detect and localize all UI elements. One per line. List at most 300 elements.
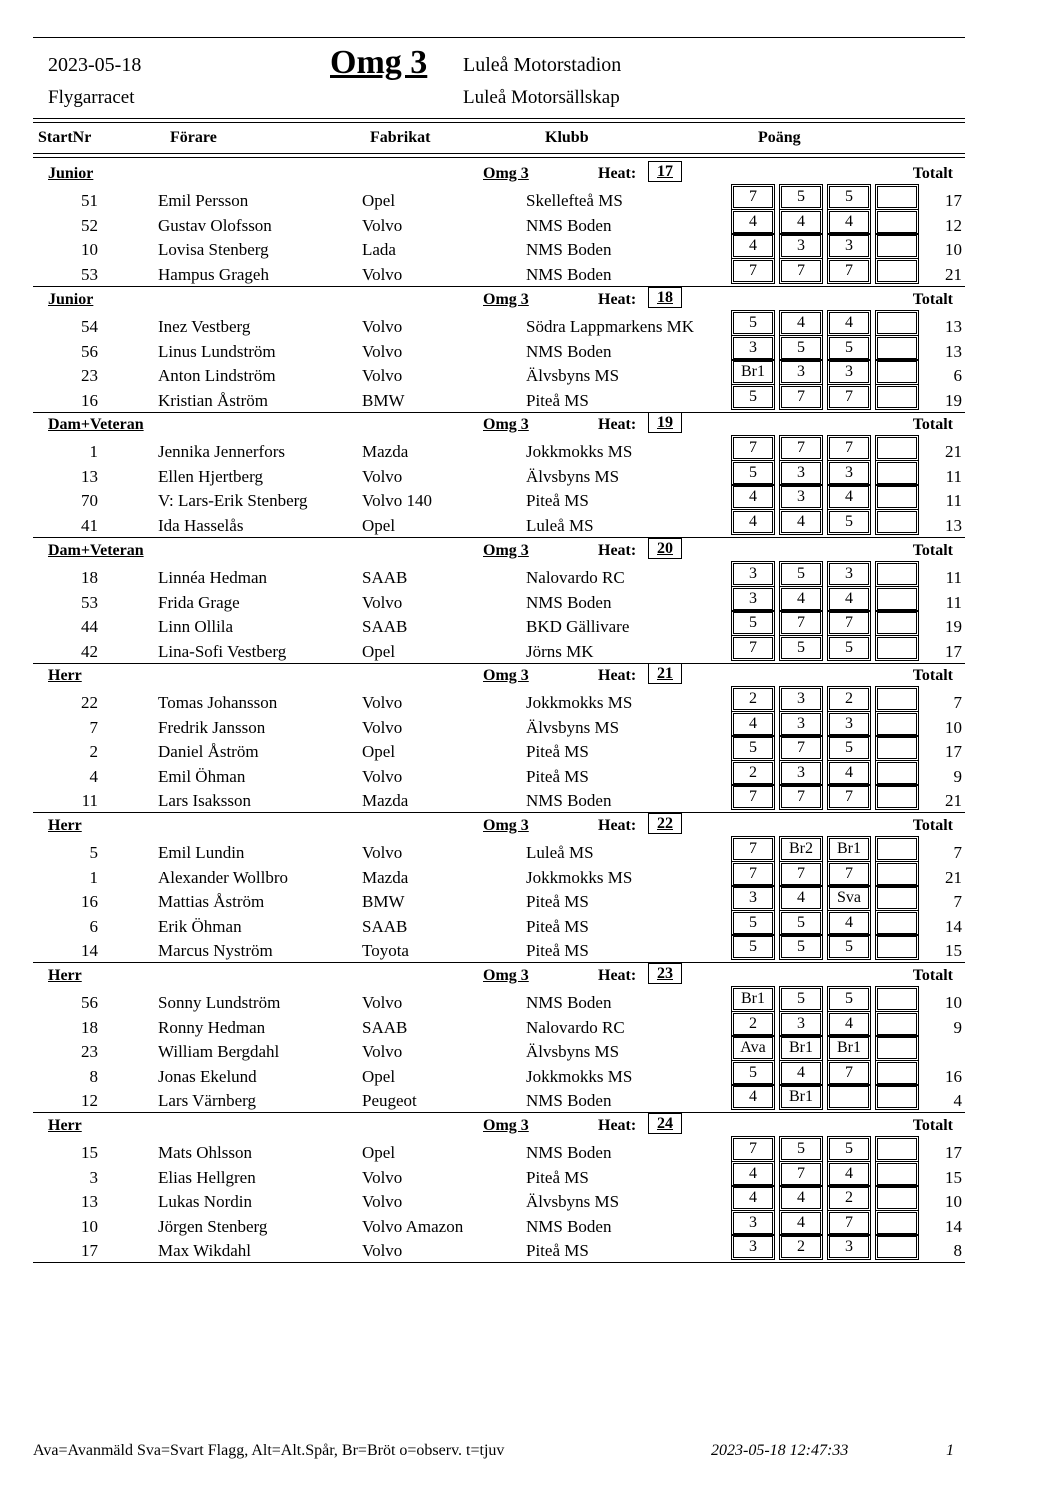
start-number: 1: [89, 442, 98, 461]
driver-name: Daniel Åström: [158, 742, 259, 762]
total-points: 10: [945, 993, 962, 1012]
driver-name: Linn Ollila: [158, 617, 234, 637]
heat-number: 20: [657, 540, 673, 557]
total-points: 14: [945, 916, 962, 936]
club-name: Jokkmokks MS: [526, 867, 633, 887]
total-points: 19: [945, 617, 962, 637]
driver-name: Mats Ohlsson: [158, 1143, 252, 1162]
total-label: Totalt: [912, 967, 953, 984]
start-number: 23: [81, 366, 98, 386]
driver-name: Elias Hellgren: [158, 1167, 256, 1187]
car-make: Volvo: [362, 592, 403, 612]
points-box: 4: [781, 1187, 821, 1209]
round-label: Omg 3: [483, 817, 529, 834]
points-box: [877, 462, 917, 484]
points-box: [877, 1013, 917, 1035]
points-box: Sva: [829, 887, 869, 909]
club-name: BKD Gällivare: [526, 617, 630, 637]
points-box: 4: [829, 1013, 869, 1035]
start-number: 1: [89, 867, 98, 887]
points-box: Br1: [733, 988, 773, 1010]
start-number: 10: [81, 1216, 98, 1236]
points-box: 5: [829, 737, 869, 759]
total-points: 10: [945, 240, 962, 260]
heat-number-box: [648, 663, 682, 684]
section-divider: [33, 812, 965, 813]
points-box: [877, 887, 917, 909]
points-box: [877, 511, 917, 533]
points-box: 5: [829, 637, 869, 659]
total-points: 21: [945, 442, 962, 461]
track-name: Luleå Motorstadion: [463, 54, 622, 76]
start-number: 16: [81, 892, 98, 912]
round-label: Omg 3: [483, 967, 529, 984]
points-box: 5: [733, 912, 773, 934]
club-name: Skellefteå MS: [526, 191, 623, 210]
points-box: [877, 612, 917, 634]
points-box: 5: [733, 612, 773, 634]
points-box: 4: [829, 1163, 869, 1185]
car-make: Volvo: [362, 693, 403, 712]
total-points: 7: [953, 693, 962, 712]
points-box: 5: [829, 337, 869, 359]
class-name: Herr: [48, 817, 82, 834]
start-number: 13: [81, 466, 98, 486]
total-points: 12: [945, 215, 962, 235]
points-box: 5: [781, 337, 821, 359]
points-box: [877, 588, 917, 610]
points-box: 4: [781, 511, 821, 533]
points-box: [877, 1138, 917, 1160]
heat-label: Heat:: [598, 667, 637, 684]
points-box: 5: [829, 186, 869, 208]
col-make: Fabrikat: [370, 129, 431, 146]
total-points: 7: [953, 892, 962, 912]
points-box: 7: [781, 386, 821, 408]
start-number: 52: [81, 215, 98, 235]
footer-timestamp: 2023-05-18 12:47:33: [711, 1442, 849, 1459]
car-make: Volvo: [362, 766, 403, 786]
points-box: 3: [781, 235, 821, 257]
points-box: 2: [733, 1013, 773, 1035]
start-number: 5: [89, 843, 98, 862]
driver-name: V: Lars-Erik Stenberg: [158, 491, 308, 511]
points-box: 5: [829, 936, 869, 958]
car-make: Peugeot: [362, 1091, 417, 1111]
start-number: 70: [81, 491, 98, 511]
car-make: Toyota: [362, 941, 409, 961]
points-box: 4: [733, 1163, 773, 1185]
points-box: [877, 361, 917, 383]
points-box: 7: [733, 1138, 773, 1160]
points-box: 7: [829, 1062, 869, 1084]
section-divider: [33, 962, 965, 963]
driver-name: Hampus Grageh: [158, 264, 269, 284]
club-name: Älvsbyns MS: [526, 466, 620, 486]
driver-name: Lina-Sofi Vestberg: [158, 641, 287, 661]
points-box: 5: [733, 936, 773, 958]
club-name: NMS Boden: [526, 341, 612, 361]
heat-label: Heat:: [598, 817, 637, 834]
points-box: [877, 762, 917, 784]
car-make: SAAB: [362, 568, 408, 587]
points-box: [877, 235, 917, 257]
start-number: 7: [89, 717, 98, 737]
total-points: 15: [945, 941, 962, 961]
start-number: 56: [81, 993, 98, 1012]
driver-name: Kristian Åström: [158, 390, 269, 410]
club-name: Älvsbyns MS: [526, 1192, 620, 1212]
start-number: 8: [89, 1066, 98, 1086]
points-box: 3: [781, 361, 821, 383]
car-make: BMW: [362, 390, 405, 410]
points-box: [877, 1062, 917, 1084]
points-box: 5: [781, 637, 821, 659]
club-name: Piteå MS: [526, 491, 589, 511]
points-box: [877, 312, 917, 334]
points-box: 4: [781, 1212, 821, 1234]
car-make: Volvo: [362, 993, 403, 1012]
points-box: 4: [781, 887, 821, 909]
start-number: 12: [81, 1091, 98, 1111]
points-box: [877, 912, 917, 934]
points-box: [877, 211, 917, 233]
points-box: 3: [829, 235, 869, 257]
total-label: Totalt: [912, 817, 953, 834]
car-make: Volvo: [362, 264, 403, 284]
driver-name: Jonas Ekelund: [158, 1066, 257, 1086]
car-make: Opel: [362, 191, 396, 210]
points-box: 4: [829, 588, 869, 610]
start-number: 53: [81, 264, 98, 284]
start-number: 41: [81, 515, 98, 535]
club-name: Nalovardo RC: [526, 568, 625, 587]
driver-name: Lars Isaksson: [158, 791, 252, 811]
total-label: Totalt: [912, 416, 953, 433]
club-name: Piteå MS: [526, 766, 589, 786]
total-points: 11: [945, 592, 962, 612]
points-box: Ava: [733, 1037, 773, 1059]
driver-name: Mattias Åström: [158, 892, 265, 912]
club-name: Nalovardo RC: [526, 1017, 625, 1037]
section-divider: [33, 412, 965, 413]
points-box: 2: [829, 688, 869, 710]
points-box: 4: [733, 511, 773, 533]
club-name: Piteå MS: [526, 941, 589, 961]
points-box: [877, 713, 917, 735]
car-make: Opel: [362, 1143, 396, 1162]
car-make: Volvo: [362, 1241, 403, 1261]
car-make: BMW: [362, 892, 405, 912]
points-box: 4: [829, 486, 869, 508]
points-box: 3: [733, 887, 773, 909]
total-points: 11: [945, 491, 962, 511]
section-divider: [33, 286, 965, 287]
driver-name: William Bergdahl: [158, 1042, 280, 1062]
points-box: 7: [781, 786, 821, 808]
car-make: Volvo: [362, 317, 403, 336]
heat-label: Heat:: [598, 165, 637, 182]
points-box: Br1: [781, 1037, 821, 1059]
total-points: 4: [953, 1091, 962, 1111]
points-box: 4: [781, 312, 821, 334]
driver-name: Lukas Nordin: [158, 1192, 252, 1212]
club-name: Piteå MS: [526, 1241, 589, 1261]
points-box: [877, 1163, 917, 1185]
total-points: 21: [945, 867, 962, 887]
points-box: 5: [829, 511, 869, 533]
points-box: [877, 486, 917, 508]
class-name: Dam+Veteran: [48, 542, 144, 559]
points-box: 4: [733, 235, 773, 257]
club-name: Piteå MS: [526, 1167, 589, 1187]
points-box: 7: [781, 437, 821, 459]
heat-number-box: [648, 161, 682, 182]
start-number: 13: [81, 1192, 98, 1212]
total-points: 17: [945, 1143, 962, 1162]
points-box: [877, 737, 917, 759]
start-number: 14: [81, 941, 98, 961]
car-make: Volvo: [362, 366, 403, 386]
col-club: Klubb: [545, 129, 589, 146]
points-box: 2: [733, 688, 773, 710]
start-number: 3: [89, 1167, 98, 1187]
car-make: Opel: [362, 742, 396, 762]
car-make: Volvo: [362, 1167, 403, 1187]
heat-number: 19: [657, 414, 673, 431]
heat-number: 21: [657, 665, 673, 682]
total-points: 19: [945, 390, 962, 410]
points-box: 7: [829, 386, 869, 408]
start-number: 22: [81, 693, 98, 712]
driver-name: Ida Hasselås: [158, 515, 244, 535]
points-box: 5: [733, 737, 773, 759]
car-make: SAAB: [362, 916, 408, 936]
heat-number-box: [648, 1113, 682, 1134]
points-box: 3: [733, 563, 773, 585]
points-box: 2: [733, 762, 773, 784]
points-box: 7: [733, 260, 773, 282]
club-name: NMS Boden: [526, 1091, 612, 1111]
round-label: Omg 3: [483, 165, 529, 182]
points-box: 5: [781, 912, 821, 934]
start-number: 18: [81, 568, 98, 587]
driver-name: Ellen Hjertberg: [158, 466, 263, 486]
club-name: NMS Boden: [526, 791, 612, 811]
class-name: Junior: [48, 291, 94, 308]
total-label: Totalt: [912, 165, 953, 182]
total-points: 11: [945, 568, 962, 587]
club-name: Södra Lappmarkens MK: [526, 317, 695, 336]
club-name: Piteå MS: [526, 916, 589, 936]
points-box: 4: [781, 211, 821, 233]
car-make: Lada: [362, 240, 396, 260]
start-number: 54: [81, 317, 98, 336]
start-number: 23: [81, 1042, 98, 1062]
total-points: 16: [945, 1066, 962, 1086]
page-number: 1: [946, 1442, 954, 1459]
start-number: 15: [81, 1143, 98, 1162]
col-driver: Förare: [170, 129, 217, 146]
points-box: [877, 786, 917, 808]
total-points: 7: [953, 843, 962, 862]
total-points: 13: [945, 341, 962, 361]
points-box: 7: [829, 437, 869, 459]
driver-name: Lovisa Stenberg: [158, 240, 269, 260]
class-name: Herr: [48, 1117, 82, 1134]
points-box: [877, 863, 917, 885]
round-title: Omg 3: [330, 44, 428, 81]
total-label: Totalt: [912, 667, 953, 684]
club-name: Jokkmokks MS: [526, 693, 633, 712]
heat-label: Heat:: [598, 967, 637, 984]
points-box: [877, 1086, 917, 1108]
total-points: 13: [945, 515, 962, 535]
club-name: NMS Boden: [526, 215, 612, 235]
car-make: Volvo: [362, 717, 403, 737]
colhead-rule-1: [33, 153, 965, 154]
points-box: 4: [733, 211, 773, 233]
section-divider: [33, 663, 965, 664]
points-box: 7: [829, 260, 869, 282]
points-box: [877, 688, 917, 710]
points-box: 5: [781, 988, 821, 1010]
points-box: 3: [781, 486, 821, 508]
start-number: 53: [81, 592, 98, 612]
driver-name: Anton Lindström: [158, 366, 276, 386]
organizer-name: Luleå Motorsällskap: [463, 87, 620, 108]
points-box: Br2: [781, 838, 821, 860]
car-make: SAAB: [362, 617, 408, 637]
points-box: 7: [829, 1212, 869, 1234]
total-points: 10: [945, 1192, 962, 1212]
points-box: 3: [733, 588, 773, 610]
points-box: 5: [781, 186, 821, 208]
club-name: Piteå MS: [526, 742, 589, 762]
driver-name: Jörgen Stenberg: [158, 1216, 268, 1236]
club-name: Jokkmokks MS: [526, 1066, 633, 1086]
club-name: Älvsbyns MS: [526, 366, 620, 386]
points-box: 3: [829, 361, 869, 383]
points-box: 5: [781, 563, 821, 585]
total-label: Totalt: [912, 542, 953, 559]
start-number: 17: [81, 1241, 98, 1261]
points-box: [877, 1236, 917, 1258]
total-points: 11: [945, 466, 962, 486]
heat-number: 22: [657, 815, 673, 832]
points-box: 4: [733, 486, 773, 508]
points-box: 7: [829, 612, 869, 634]
heat-number: 24: [657, 1115, 673, 1132]
heat-number: 17: [657, 163, 673, 180]
points-box: 7: [781, 1163, 821, 1185]
points-box: 5: [829, 988, 869, 1010]
top-rule: [33, 37, 965, 38]
points-box: 7: [829, 786, 869, 808]
driver-name: Frida Grage: [158, 592, 240, 612]
points-box: [877, 988, 917, 1010]
points-box: 2: [829, 1187, 869, 1209]
points-box: 7: [733, 637, 773, 659]
points-box: [877, 1187, 917, 1209]
round-label: Omg 3: [483, 667, 529, 684]
points-box: 3: [733, 1236, 773, 1258]
heat-number-box: [648, 813, 682, 834]
points-box: 5: [733, 462, 773, 484]
points-box: 3: [829, 563, 869, 585]
points-box: Br1: [829, 838, 869, 860]
start-number: 11: [81, 791, 98, 811]
heat-number-box: [648, 963, 682, 984]
header-rule-2: [33, 122, 965, 123]
points-box: 7: [733, 437, 773, 459]
points-box: 2: [781, 1236, 821, 1258]
start-number: 42: [81, 641, 98, 661]
start-number: 2: [89, 742, 98, 762]
header-rule-1: [33, 118, 965, 119]
driver-name: Max Wikdahl: [158, 1241, 251, 1261]
points-box: Br1: [733, 361, 773, 383]
total-points: 10: [945, 717, 962, 737]
points-box: 5: [733, 312, 773, 334]
heat-number-box: [648, 538, 682, 559]
club-name: NMS Boden: [526, 1216, 612, 1236]
start-number: 18: [81, 1017, 98, 1037]
points-box: 5: [829, 1138, 869, 1160]
total-points: 17: [945, 641, 962, 661]
start-number: 16: [81, 390, 98, 410]
club-name: NMS Boden: [526, 264, 612, 284]
club-name: NMS Boden: [526, 993, 612, 1012]
col-startnr: StartNr: [38, 129, 92, 146]
points-box: 3: [781, 762, 821, 784]
driver-name: Linnéa Hedman: [158, 568, 268, 587]
total-points: 9: [953, 1017, 962, 1037]
points-box: [829, 1086, 869, 1108]
heat-label: Heat:: [598, 1117, 637, 1134]
heat-number: 18: [657, 289, 673, 306]
total-points: 13: [945, 317, 962, 336]
car-make: Volvo: [362, 215, 403, 235]
points-box: 3: [733, 1212, 773, 1234]
points-box: [877, 386, 917, 408]
points-box: [877, 563, 917, 585]
driver-name: Emil Persson: [158, 191, 249, 210]
heat-label: Heat:: [598, 416, 637, 433]
total-points: 21: [945, 264, 962, 284]
driver-name: Lars Värnberg: [158, 1091, 257, 1111]
driver-name: Linus Lundström: [158, 341, 276, 361]
car-make: Mazda: [362, 791, 409, 811]
points-box: 7: [733, 863, 773, 885]
points-box: 7: [781, 863, 821, 885]
car-make: Volvo Amazon: [362, 1216, 464, 1236]
car-make: Opel: [362, 1066, 396, 1086]
car-make: Volvo: [362, 1042, 403, 1062]
points-box: 7: [781, 737, 821, 759]
points-box: [877, 936, 917, 958]
club-name: NMS Boden: [526, 592, 612, 612]
points-box: 5: [781, 1138, 821, 1160]
points-box: 3: [781, 688, 821, 710]
driver-name: Marcus Nyström: [158, 941, 273, 961]
driver-name: Ronny Hedman: [158, 1017, 266, 1037]
total-points: 14: [945, 1216, 962, 1236]
driver-name: Fredrik Jansson: [158, 717, 266, 737]
section-divider: [33, 1262, 965, 1263]
points-box: 7: [733, 838, 773, 860]
driver-name: Tomas Johansson: [158, 693, 278, 712]
